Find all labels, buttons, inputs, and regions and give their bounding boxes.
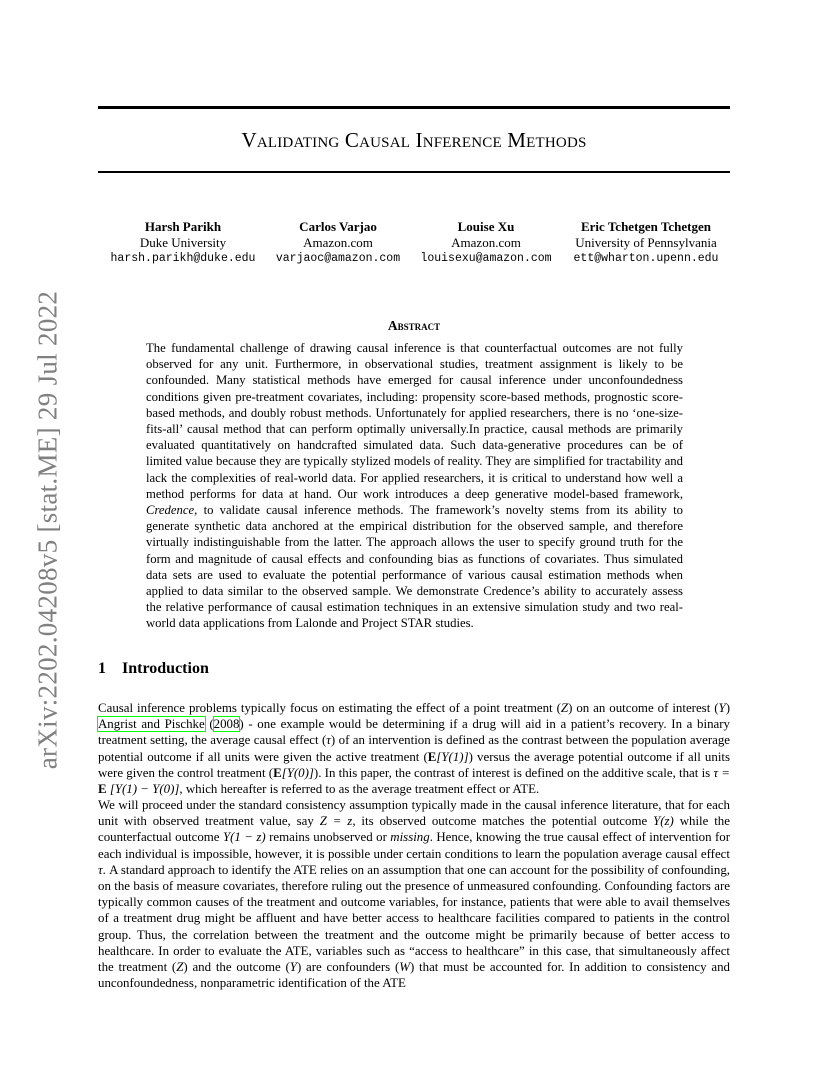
text-run: ) that must be accounted for. In addition to consistency and unconfoundedness, nonparametric identification of the ATE <box>98 960 730 991</box>
section-heading <box>98 660 209 678</box>
math-symbol: E <box>427 749 437 764</box>
author-4 <box>574 219 719 267</box>
math-symbol: Z <box>560 701 569 715</box>
author-affiliation: Amazon.com <box>451 235 521 250</box>
text-run: We will proceed under the standard consistency assumption typically made in the causal inference literature, that for each unit with observed treatment value, say <box>98 798 730 829</box>
arxiv-identifier-stamp: arXiv:2202.04208v5 [stat.ME] 29 Jul 2022 <box>32 290 63 770</box>
author-1 <box>111 219 256 267</box>
text-run: ) - one example would be determining if a drug will aid in a patient’s recovery. In a binary treatment setting, the average causal effect ( <box>98 717 730 748</box>
text-run: ) on an outcome of interest ( <box>568 701 719 715</box>
abstract-text-part: , to validate causal inference methods. The framework’s novelty stems from its ability to generate synthetic data anchored at the empirical distribution for the observed sample, and therefore virtually indistinguishable from the latter. The approach allows the user to specify ground truth for the form and magnitude of causal effects and confounding bias as functions of covariates. Thus simulated data sets are used to evaluate the potential performance of various causal estimation methods when applied to data similar to the observed sample. We demonstrate Credence’s ability to accurately assess the relative performance of causal estimation techniques in an extensive simulation study and two real-world data applications from Lalonde and Project STAR studies. <box>146 503 683 631</box>
author-3 <box>420 219 551 267</box>
math-symbol: Y(z) <box>653 814 674 829</box>
author-name: Louise Xu <box>457 219 515 234</box>
author-email[interactable]: harsh.parikh@duke.edu <box>110 252 256 265</box>
text-run: ). In this paper, the contrast of interest is defined on the additive scale, that is <box>313 765 714 780</box>
abstract-heading: Abstract <box>387 318 441 333</box>
title-bottom-rule <box>98 171 730 173</box>
text-run: remains unobserved or <box>265 830 391 845</box>
math-symbol: E <box>98 782 107 797</box>
text-run: while the counterfactual outcome <box>98 814 730 845</box>
math-symbol: τ <box>326 733 331 748</box>
author-affiliation: Amazon.com <box>303 235 373 250</box>
abstract-text <box>146 340 683 632</box>
text-run: ) versus the average potential outcome if all units were given the control treatment ( <box>98 749 730 780</box>
text-run: , which hereafter is referred to as the average treatment effect or ATE. <box>179 782 540 797</box>
text-run: ) of an intervention is defined as the contrast between the population average potential outcome if all units were given the active treatment ( <box>98 733 730 764</box>
math-symbol: E <box>273 765 282 780</box>
abstract-text-part: The fundamental challenge of drawing causal inference is that counterfactual outcomes are not fully observed for any unit. Furthermore, in observational studies, treatment assignment is likely to be confounded. Many statistical methods have emerged for causal inference under unconfoundedness conditions given pre-treatment covariates, including: propensity score-based methods, prognostic score-based methods, and doubly robust methods. Unfortunately for applied researchers, there is no ‘one-size-fits-all’ causal method that can perform optimally universally.In practice, causal methods are primarily evaluated quantitatively on handcrafted simulated data. Such data-generative procedures can be of limited value because they are typically stylized models of reality. They are simplified for tractability and lack the complexities of real-world data. For applied researchers, it is critical to understand how well a method performs for data at hand. Our work introduces a deep generative model-based framework, <box>146 341 683 501</box>
emphasis-text: missing <box>390 830 430 845</box>
section-title: Introduction <box>122 660 209 677</box>
author-2 <box>276 219 400 267</box>
author-name: Harsh Parikh <box>144 219 222 234</box>
text-run: ) and the outcome ( <box>183 960 290 975</box>
text-run: . Hence, knowing the true causal effect of intervention for each individual is impossible, however, it is possible under certain conditions to learn the population average causal effect <box>98 830 730 861</box>
math-symbol: Y(1 − z) <box>222 830 266 845</box>
math-symbol: τ = <box>713 765 730 780</box>
text-run: ) <box>725 701 731 715</box>
author-name: Eric Tchetgen Tchetgen <box>580 219 711 234</box>
citation-link[interactable]: Angrist and Pischke <box>98 717 205 732</box>
author-name: Carlos Varjao <box>299 219 377 234</box>
paragraph <box>98 700 730 797</box>
citation-year-link[interactable]: 2008 <box>213 717 240 732</box>
author-affiliation: University of Pennsylvania <box>575 235 717 250</box>
text-run: , its observed outcome matches the potential outcome <box>352 814 654 829</box>
math-symbol: [Y(0)] <box>281 765 314 780</box>
framework-name: Credence <box>146 503 195 518</box>
text-run: Causal inference problems typically focus on estimating the effect of a point treatment ( <box>98 701 561 715</box>
text-run: ) are confounders ( <box>296 960 400 975</box>
author-affiliation: Duke University <box>139 235 227 250</box>
section-number: 1 <box>98 660 106 677</box>
math-symbol: [Y(1) − Y(0)] <box>106 782 180 797</box>
math-symbol: Y <box>289 960 297 975</box>
top-rule <box>98 106 730 109</box>
math-symbol: Y <box>718 701 726 715</box>
math-symbol: [Y(1)] <box>436 749 469 764</box>
text-run: ( <box>204 717 214 732</box>
math-symbol: Z = z <box>319 814 353 829</box>
author-email[interactable]: louisexu@amazon.com <box>420 252 552 265</box>
author-email[interactable]: ett@wharton.upenn.edu <box>573 252 719 265</box>
math-symbol: Z <box>176 960 184 975</box>
paragraph <box>98 797 730 991</box>
text-run: . A standard approach to identify the ATE relies on an assumption that one can account for the possibility of confounding, on the basis of measure covariates, therefore ruling out the presence of unmeasured confounding. Confounding factors are typically common causes of the treatment and outcome variables, for instance, patients that were able to avail themselves of a treatment drug might be affluent and have better access to healthcare facilities compared to patients in the control group. Thus, the correlation between the treatment and the outcome might be primarily because of better access to healthcare. In order to evaluate the ATE, variables such as “access to healthcare” in this case, that simultaneously affect the treatment ( <box>98 862 730 975</box>
author-email[interactable]: varjaoc@amazon.com <box>275 252 401 265</box>
paper-title: Validating Causal Inference Methods <box>241 128 587 152</box>
math-symbol: τ <box>98 862 103 877</box>
math-symbol: W <box>399 960 410 975</box>
